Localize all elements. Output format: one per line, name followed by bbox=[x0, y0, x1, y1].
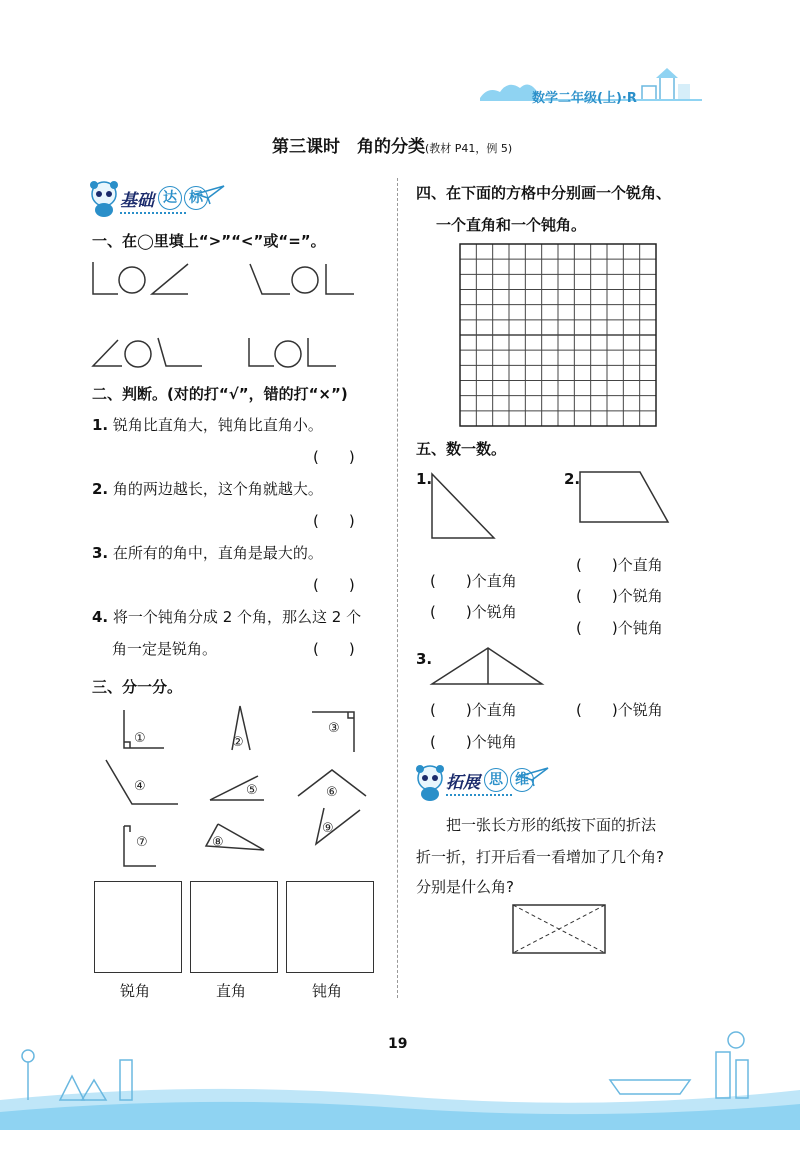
panda-icon bbox=[414, 764, 446, 802]
title-ref: (教材 P41，例 5) bbox=[425, 142, 513, 155]
folded-paper-figure bbox=[512, 904, 608, 956]
q5-prompt: 五、数一数。 bbox=[416, 440, 507, 458]
q5-fig3-triangle bbox=[430, 646, 546, 688]
q2-item-1-text: 锐角比直角大，钝角比直角小。 bbox=[112, 416, 323, 434]
q3-label-8: ⑧ bbox=[212, 835, 224, 850]
q3-label-4: ④ bbox=[134, 779, 146, 794]
badge-basic-circle-1: 达 bbox=[158, 186, 182, 210]
q2-item-1-answer[interactable]: ( ) bbox=[313, 448, 355, 466]
page-number: 19 bbox=[388, 1036, 408, 1052]
q5-fig3-row2: ( )个锐角 bbox=[576, 701, 663, 719]
q5-fig1-row2: ( )个锐角 bbox=[430, 603, 517, 621]
sort-box-acute[interactable] bbox=[94, 881, 182, 973]
q5-fig1-row1: ( )个直角 bbox=[430, 572, 517, 590]
q3-angle-figures bbox=[100, 700, 370, 870]
sort-box-obtuse[interactable] bbox=[286, 881, 374, 973]
title-main: 第三课时 角的分类 bbox=[272, 137, 425, 157]
sort-label-obtuse: 钝角 bbox=[312, 982, 343, 1000]
q2-item-2-answer[interactable]: ( ) bbox=[313, 512, 355, 530]
badge-basic-text: 基础 bbox=[120, 191, 154, 211]
q2-item-4-line2: 角一定是锐角。 bbox=[112, 640, 218, 658]
ext-line-1: 把一张长方形的纸按下面的折法 bbox=[446, 816, 657, 834]
column-divider bbox=[397, 178, 398, 998]
q2-item-4-num: 4. bbox=[92, 608, 109, 626]
q2-item-1-num: 1. bbox=[92, 416, 109, 434]
sort-box-right[interactable] bbox=[190, 881, 278, 973]
q3-label-7: ⑦ bbox=[136, 835, 148, 850]
drawing-grid[interactable] bbox=[460, 244, 656, 426]
q1-prompt: 一、在◯里填上“>”“<”或“=”。 bbox=[92, 232, 326, 250]
q5-fig2-row1: ( )个直角 bbox=[576, 556, 663, 574]
q5-fig2-trapezoid bbox=[578, 470, 672, 526]
badge-extension-underline bbox=[446, 794, 512, 796]
sort-label-acute: 锐角 bbox=[120, 982, 151, 1000]
ext-line-2: 折一折，打开后看一看增加了几个角? bbox=[416, 848, 664, 866]
badge-extension-circle-2: 维 bbox=[510, 768, 534, 792]
compare-circle bbox=[119, 267, 145, 293]
q2-prompt-text: 二、判断。(对的打“√”，错的打“×”) bbox=[92, 385, 348, 403]
sort-label-right: 直角 bbox=[216, 982, 247, 1000]
q2-item-3-num: 3. bbox=[92, 544, 109, 562]
q2-item-4-answer[interactable]: ( ) bbox=[313, 640, 355, 658]
q2-item-2-num: 2. bbox=[92, 480, 109, 498]
q4-prompt-line2: 一个直角和一个钝角。 bbox=[436, 216, 587, 234]
q2-item-1 bbox=[92, 414, 323, 435]
q3-label-3: ③ bbox=[328, 721, 340, 736]
q5-fig3-num: 3. bbox=[416, 650, 433, 668]
footer-decoration bbox=[0, 1020, 800, 1130]
badge-basic-underline bbox=[120, 212, 186, 214]
badge-extension-circle-1: 思 bbox=[484, 768, 508, 792]
q3-prompt: 三、分一分。 bbox=[92, 678, 183, 696]
q2-item-3-text: 在所有的角中，直角是最大的。 bbox=[112, 544, 323, 562]
badge-extension-text: 拓展 bbox=[446, 773, 480, 793]
q3-label-9: ⑨ bbox=[322, 821, 334, 836]
q2-item-2-text: 角的两边越长，这个角就越大。 bbox=[112, 480, 323, 498]
q2-item-4-text: 将一个钝角分成 2 个角，那么这 2 个 bbox=[112, 608, 362, 626]
q2-item-3-answer[interactable]: ( ) bbox=[313, 576, 355, 594]
q3-label-2: ② bbox=[232, 735, 244, 750]
q1-angle-figures bbox=[90, 258, 370, 378]
q3-label-1: ① bbox=[134, 731, 146, 746]
compare-circle bbox=[292, 267, 318, 293]
q5-fig3-row1: ( )个直角 bbox=[430, 701, 517, 719]
page-title bbox=[272, 132, 512, 157]
q2-item-3 bbox=[92, 542, 323, 563]
book-label: 数学二年级(上)·R bbox=[532, 91, 637, 106]
q5-fig2-row3: ( )个钝角 bbox=[576, 619, 663, 637]
q2-prompt bbox=[92, 383, 348, 404]
paper-plane-icon bbox=[520, 766, 550, 786]
compare-circle bbox=[275, 341, 301, 367]
q5-fig1-triangle bbox=[430, 472, 500, 542]
q3-label-6: ⑥ bbox=[326, 785, 338, 800]
q2-item-2 bbox=[92, 478, 323, 499]
ext-line-3: 分别是什么角? bbox=[416, 878, 514, 896]
paper-plane-icon bbox=[196, 184, 226, 204]
panda-icon bbox=[88, 180, 120, 218]
q4-prompt-line1: 四、在下面的方格中分别画一个锐角、 bbox=[416, 184, 672, 202]
q2-item-4 bbox=[92, 606, 361, 627]
q5-fig2-row2: ( )个锐角 bbox=[576, 587, 663, 605]
q5-fig3-row3: ( )个钝角 bbox=[430, 733, 517, 751]
badge-basic-circle-2: 标 bbox=[184, 186, 208, 210]
q3-label-5: ⑤ bbox=[246, 783, 258, 798]
q5-fig2-num: 2. bbox=[564, 470, 581, 488]
q5-fig1-num: 1. bbox=[416, 470, 433, 488]
compare-circle bbox=[125, 341, 151, 367]
